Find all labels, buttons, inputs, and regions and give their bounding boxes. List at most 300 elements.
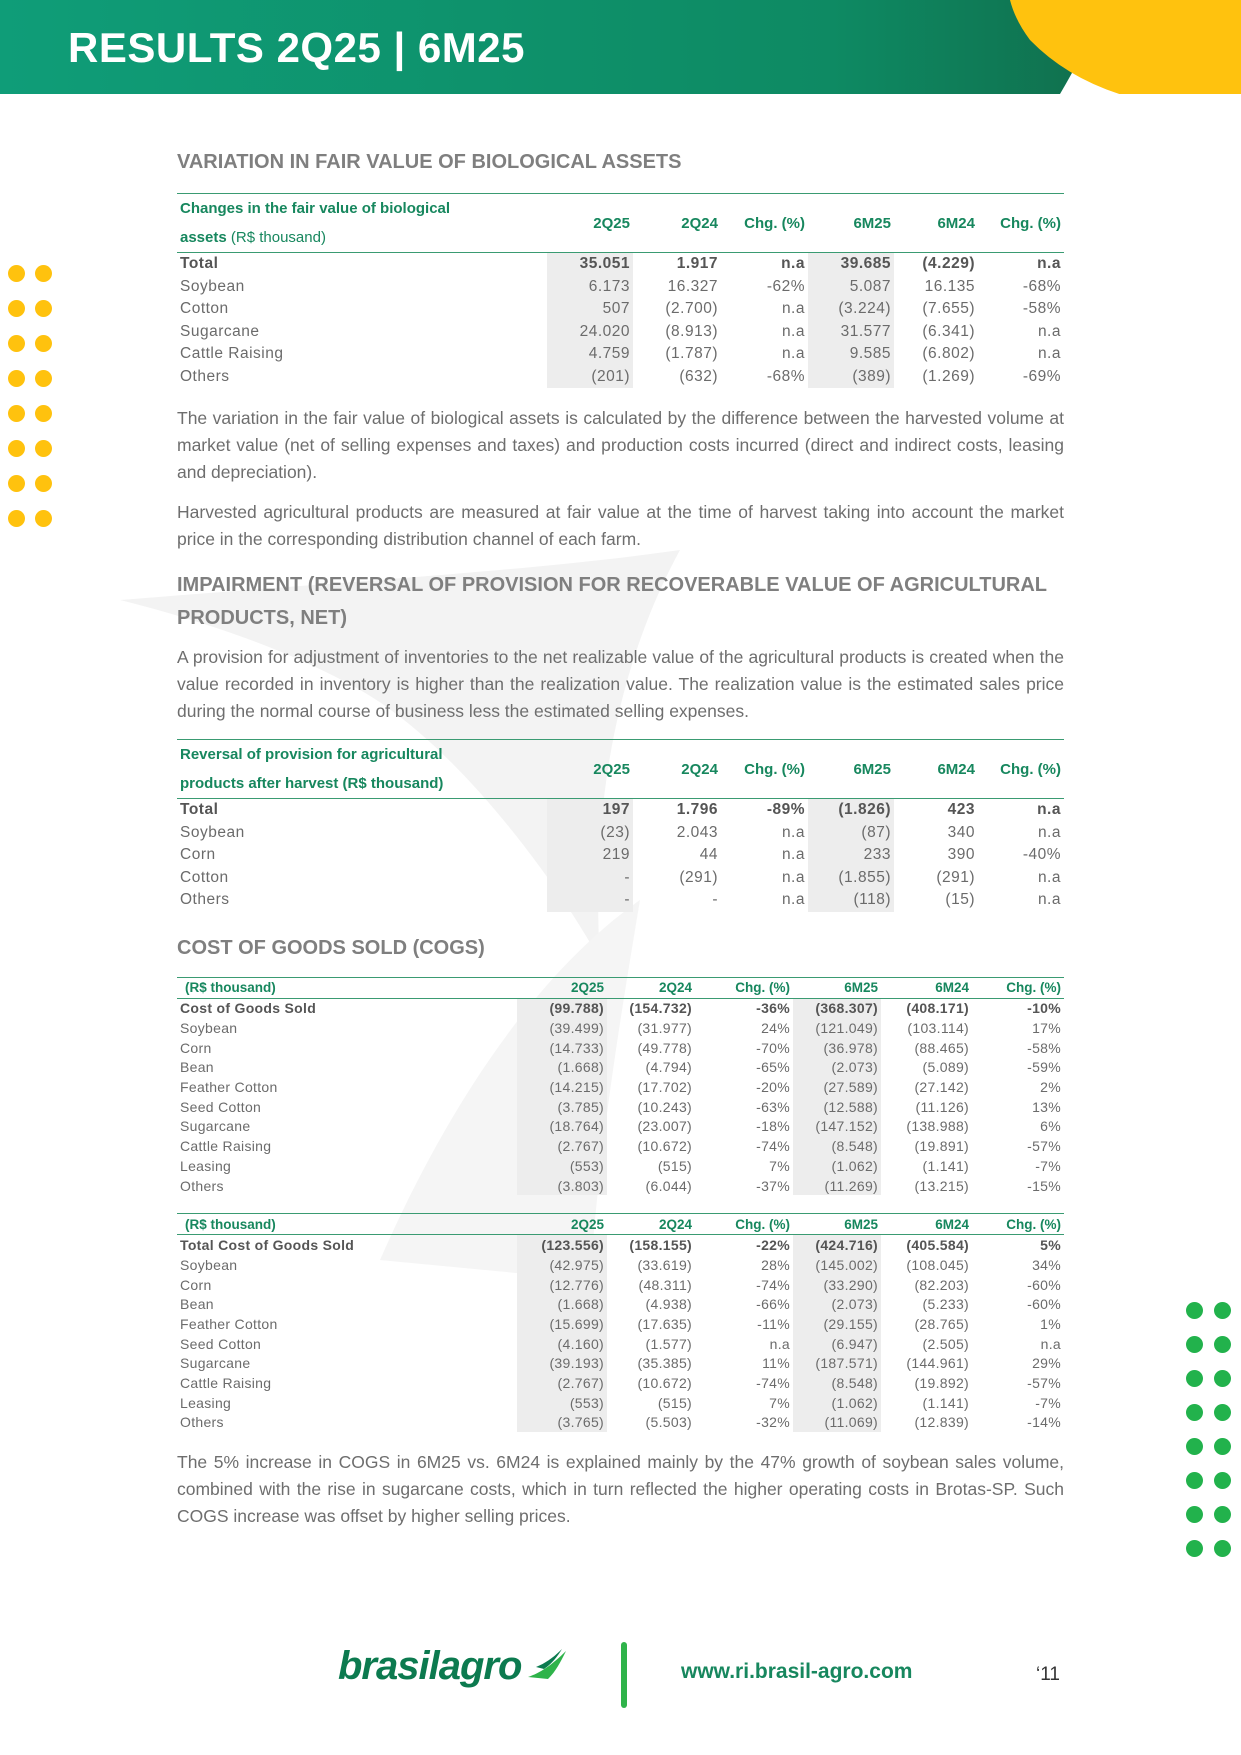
table-cell: 2%	[1040, 1079, 1061, 1096]
table-row	[177, 298, 1064, 321]
column-header: 6M24	[937, 760, 975, 778]
table-cell: (12.839)	[914, 1414, 969, 1431]
table-row	[177, 822, 1064, 845]
column-header: 6M24	[935, 980, 969, 995]
page-header	[0, 0, 1241, 94]
table-cell: (108.045)	[906, 1256, 969, 1273]
table-cell: (2.700)	[665, 300, 718, 318]
page-number: ‘11	[1036, 1664, 1060, 1685]
table-cell: (4.160)	[517, 1334, 607, 1354]
table-cell: (8.548)	[793, 1373, 881, 1393]
table-cell: n.a	[769, 1335, 790, 1352]
row-label: Total	[180, 255, 219, 273]
table-row	[177, 1275, 1064, 1295]
table-cell: (138.988)	[906, 1118, 969, 1135]
row-label: Cattle Raising	[180, 1138, 272, 1155]
table-cell: n.a	[1037, 801, 1061, 819]
logo-text: brasilagro	[338, 1644, 522, 1688]
table-total-row	[177, 1235, 1064, 1255]
table-cell: (291)	[679, 868, 718, 886]
table-cell: n.a	[1040, 1335, 1061, 1352]
table-row	[177, 1255, 1064, 1275]
table-cell: -40%	[1022, 846, 1061, 864]
row-label: Cattle Raising	[180, 1375, 272, 1392]
table-cell: (1.668)	[517, 1058, 607, 1078]
table-cell: -60%	[1027, 1296, 1061, 1313]
table-cell: -59%	[1027, 1059, 1061, 1076]
column-header: 2Q25	[593, 214, 630, 232]
header-label-unit: (R$ thousand)	[338, 775, 444, 792]
table-cell: (515)	[657, 1157, 692, 1174]
table-cell: (1.062)	[793, 1156, 881, 1176]
table-cell: (515)	[657, 1394, 692, 1411]
section-title-cogs: COST OF GOODS SOLD (COGS)	[177, 936, 485, 959]
table-cell: -68%	[1022, 277, 1061, 295]
table-cell: 17%	[1032, 1020, 1061, 1037]
page-title: RESULTS 2Q25 | 6M25	[68, 24, 525, 71]
table-row	[177, 844, 1064, 867]
table-cell: (35.385)	[637, 1355, 692, 1372]
table-row	[177, 366, 1064, 389]
table-cell: 507	[547, 298, 633, 321]
table-cell: 31.577	[808, 321, 894, 344]
table-cell: 24%	[761, 1020, 790, 1037]
table-cell: 44	[699, 846, 718, 864]
row-label: Total Cost of Goods Sold	[180, 1237, 355, 1254]
row-label: Cattle Raising	[180, 345, 284, 363]
table-cell: (23)	[547, 822, 633, 845]
column-header: 6M24	[937, 214, 975, 232]
table-total-row	[177, 799, 1064, 822]
table-cell: (6.802)	[922, 345, 975, 363]
table-cell: 6%	[1040, 1118, 1061, 1135]
table-header-row	[177, 977, 1064, 998]
table-cell: 11%	[762, 1355, 790, 1372]
table-cell: 219	[547, 844, 633, 867]
table-cell: (87)	[808, 822, 894, 845]
table-header-label	[177, 194, 547, 253]
table-cell: (10.243)	[637, 1098, 692, 1115]
table-cell: 7%	[769, 1394, 790, 1411]
row-label: Soybean	[180, 1020, 238, 1037]
table-cell: -	[547, 867, 633, 890]
table-cell: (31.977)	[637, 1020, 692, 1037]
column-header: 2Q24	[658, 1216, 692, 1232]
table-cell: (368.307)	[793, 998, 881, 1018]
table-cell: n.a	[1037, 823, 1061, 841]
table-row	[177, 1097, 1064, 1117]
table-cell: (553)	[517, 1393, 607, 1413]
header-label-line1: Reversal of provision for agricultural	[180, 746, 443, 763]
row-label: Cotton	[180, 868, 229, 886]
main-content	[177, 146, 1064, 1530]
table-cell: 16.327	[667, 277, 718, 295]
row-label: Sugarcane	[180, 1355, 251, 1372]
brasilagro-logo	[338, 1644, 576, 1689]
table-cell: 35.051	[547, 253, 633, 276]
table-cell: (49.778)	[637, 1039, 692, 1056]
table-cell: n.a	[781, 345, 805, 363]
table-row	[177, 343, 1064, 366]
table-cell: (3.765)	[517, 1413, 607, 1433]
table-cell: (1.577)	[645, 1335, 692, 1352]
header-label-unit: (R$ thousand)	[226, 229, 326, 246]
table-cell: -11%	[757, 1315, 790, 1332]
table-cell: 1.796	[676, 801, 718, 819]
table-cell: (3.803)	[517, 1176, 607, 1196]
table-cell: -68%	[766, 367, 805, 385]
table-cell: -36%	[756, 1000, 790, 1017]
table-cell: (15)	[945, 891, 975, 909]
table-cell: (1.668)	[517, 1294, 607, 1314]
table-cell: (17.702)	[637, 1079, 692, 1096]
row-label: Bean	[180, 1059, 214, 1076]
table-cell: (6.947)	[793, 1334, 881, 1354]
table-row	[177, 276, 1064, 299]
table-row	[177, 1294, 1064, 1314]
table-cell: 1%	[1040, 1315, 1061, 1332]
table-cell: (5.233)	[922, 1296, 969, 1313]
table-cell: (18.764)	[517, 1117, 607, 1137]
section-title-fair-value: VARIATION IN FAIR VALUE OF BIOLOGICAL ASSETS	[177, 151, 682, 173]
table-cell: -37%	[756, 1177, 790, 1194]
table-cell: (4.229)	[922, 255, 975, 273]
impairment-table	[177, 739, 1064, 912]
row-label: Soybean	[180, 1256, 238, 1273]
table-cell: (1.141)	[922, 1394, 969, 1411]
table-cell: (15.699)	[517, 1314, 607, 1334]
table-cell: n.a	[781, 300, 805, 318]
table-cell: n.a	[781, 255, 805, 273]
fair-value-paragraph-2: Harvested agricultural products are measured at fair value at the time of harvest taking into account the market price in the corresponding distribution channel of each farm.	[177, 502, 1064, 549]
row-label: Seed Cotton	[180, 1335, 262, 1352]
table-cell: (123.556)	[517, 1235, 607, 1255]
column-header: (R$ thousand)	[185, 980, 276, 995]
table-row	[177, 867, 1064, 890]
table-cell: 24.020	[547, 321, 633, 344]
table-cell: n.a	[1037, 255, 1061, 273]
table-row	[177, 1156, 1064, 1176]
table-cell: -15%	[1027, 1177, 1061, 1194]
table-cell: 390	[947, 846, 975, 864]
table-cell: (23.007)	[637, 1118, 692, 1135]
table-cell: (13.215)	[914, 1177, 969, 1194]
table-cell: 2.043	[676, 823, 718, 841]
column-header: 2Q25	[570, 1216, 604, 1232]
table-cell: (28.765)	[914, 1315, 969, 1332]
table-cell: -	[712, 891, 718, 909]
table-row	[177, 889, 1064, 912]
table-cell: (27.142)	[914, 1079, 969, 1096]
table-cell: (19.892)	[914, 1375, 969, 1392]
table-cell: 1.917	[676, 255, 718, 273]
table-cell: -69%	[1022, 367, 1061, 385]
table-cell: (424.716)	[793, 1235, 881, 1255]
total-cogs-table	[177, 1213, 1064, 1432]
table-cell: (158.155)	[629, 1237, 692, 1254]
table-cell: -7%	[1035, 1157, 1061, 1174]
table-cell: -57%	[1027, 1375, 1061, 1392]
table-cell: -57%	[1027, 1138, 1061, 1155]
table-cell: -7%	[1035, 1394, 1061, 1411]
impairment-paragraph: A provision for adjustment of inventories to the net realizable value of the agricultural products is created when the value recorded in inventory is higher than the realization value. The realization value is the estimated sales price during the normal course of business less the estimated selling expenses.	[177, 647, 1064, 721]
table-cell: 29%	[1032, 1355, 1061, 1372]
table-cell: (408.171)	[906, 1000, 969, 1017]
table-cell: -74%	[756, 1276, 790, 1293]
table-cell: (29.155)	[793, 1314, 881, 1334]
table-cell: -14%	[1027, 1414, 1061, 1431]
table-cell: n.a	[781, 846, 805, 864]
table-total-row	[177, 253, 1064, 276]
cogs-paragraph: The 5% increase in COGS in 6M25 vs. 6M24 is explained mainly by the 47% growth of soybean sales volume, combined with the rise in sugarcane costs, which in turn reflected the higher operating costs in Brotas-SP. Such COGS increase was offset by higher selling prices.	[177, 1452, 1064, 1527]
table-cell: 5.087	[808, 276, 894, 299]
column-header: Chg. (%)	[744, 760, 805, 778]
table-cell: (121.049)	[793, 1018, 881, 1038]
table-cell: (3.224)	[808, 298, 894, 321]
table-cell: (11.126)	[915, 1098, 969, 1115]
table-cell: 39.685	[808, 253, 894, 276]
footer-divider	[621, 1642, 627, 1708]
table-cell: (6.341)	[922, 322, 975, 340]
table-cell: (33.619)	[637, 1256, 692, 1273]
column-header: 6M25	[844, 980, 878, 995]
table-cell: (154.732)	[629, 1000, 692, 1017]
column-header: Chg. (%)	[1000, 214, 1061, 232]
table-cell: (10.672)	[637, 1138, 692, 1155]
table-cell: -62%	[766, 277, 805, 295]
footer-website-link[interactable]: www.ri.brasil-agro.com	[681, 1660, 913, 1683]
table-cell: (88.465)	[914, 1039, 969, 1056]
table-cell: -74%	[756, 1375, 790, 1392]
table-row	[177, 1354, 1064, 1374]
table-cell: 423	[947, 801, 975, 819]
table-cell: (99.788)	[517, 998, 607, 1018]
table-cell: 233	[808, 844, 894, 867]
row-label: Corn	[180, 846, 216, 864]
column-header: 6M25	[853, 760, 891, 778]
fair-value-table	[177, 193, 1064, 388]
row-label: Cost of Goods Sold	[180, 1000, 317, 1017]
table-cell: 9.585	[808, 343, 894, 366]
table-cell: (1.826)	[808, 799, 894, 822]
row-label: Feather Cotton	[180, 1315, 278, 1332]
table-cell: (8.913)	[665, 322, 718, 340]
table-row	[177, 321, 1064, 344]
cogs-table	[177, 977, 1064, 1196]
table-row	[177, 1077, 1064, 1097]
table-cell: -18%	[756, 1118, 790, 1135]
table-cell: 340	[947, 823, 975, 841]
table-row	[177, 1176, 1064, 1196]
fair-value-paragraph-1: The variation in the fair value of biological assets is calculated by the difference between the harvested volume at market value (net of selling expenses and taxes) and production costs incurred (direct and indirect costs, leasing and depreciation).	[177, 408, 1064, 482]
table-row	[177, 1373, 1064, 1393]
table-cell: n.a	[1037, 322, 1061, 340]
column-header: 6M24	[935, 1216, 969, 1232]
table-cell: -20%	[756, 1079, 790, 1096]
table-cell: 7%	[769, 1157, 790, 1174]
row-label: Cotton	[180, 300, 229, 318]
row-label: Sugarcane	[180, 1118, 251, 1135]
table-cell: (42.975)	[517, 1255, 607, 1275]
column-header: Chg. (%)	[744, 214, 805, 232]
row-label: Soybean	[180, 823, 245, 841]
table-cell: 34%	[1032, 1256, 1061, 1273]
column-header: 2Q24	[658, 980, 692, 995]
table-cell: -65%	[756, 1059, 790, 1076]
table-cell: 6.173	[547, 276, 633, 299]
table-cell: (187.571)	[793, 1354, 881, 1374]
table-cell: (145.002)	[793, 1255, 881, 1275]
header-label-line1: Changes in the fair value of biological	[180, 200, 451, 217]
table-cell: n.a	[1037, 891, 1061, 909]
table-row	[177, 1136, 1064, 1156]
table-cell: n.a	[781, 891, 805, 909]
table-cell: (632)	[679, 367, 718, 385]
table-cell: -32%	[756, 1414, 790, 1431]
row-label: Corn	[180, 1039, 212, 1056]
table-cell: (11.069)	[793, 1413, 881, 1433]
table-cell: (48.311)	[638, 1276, 692, 1293]
row-label: Others	[180, 1414, 224, 1431]
table-cell: (3.785)	[517, 1097, 607, 1117]
table-cell: (2.767)	[517, 1373, 607, 1393]
table-cell: (11.269)	[793, 1176, 881, 1196]
table-cell: (118)	[808, 889, 894, 912]
table-cell: (4.794)	[645, 1059, 692, 1076]
table-cell: -	[547, 889, 633, 912]
column-header: Chg. (%)	[735, 1216, 790, 1232]
table-row	[177, 1058, 1064, 1078]
table-cell: -66%	[756, 1296, 790, 1313]
table-total-row	[177, 998, 1064, 1018]
column-header: 2Q24	[681, 760, 718, 778]
column-header: Chg. (%)	[1000, 760, 1061, 778]
table-row	[177, 1393, 1064, 1413]
table-cell: (147.152)	[793, 1117, 881, 1137]
table-cell: (12.776)	[517, 1275, 607, 1295]
row-label: Leasing	[180, 1394, 232, 1411]
table-cell: (6.044)	[645, 1177, 692, 1194]
table-cell: (389)	[808, 366, 894, 389]
row-label: Corn	[180, 1276, 212, 1293]
table-cell: n.a	[781, 868, 805, 886]
table-cell: (14.733)	[517, 1038, 607, 1058]
row-label: Feather Cotton	[180, 1079, 278, 1096]
table-cell: (5.503)	[645, 1414, 692, 1431]
table-cell: (39.193)	[517, 1354, 607, 1374]
table-cell: (2.767)	[517, 1136, 607, 1156]
table-cell: (8.548)	[793, 1136, 881, 1156]
table-cell: (2.073)	[793, 1294, 881, 1314]
table-cell: -89%	[766, 801, 805, 819]
table-cell: (1.855)	[808, 867, 894, 890]
row-label: Leasing	[180, 1157, 232, 1174]
column-header: 2Q25	[570, 980, 604, 995]
table-cell: (4.938)	[645, 1296, 692, 1313]
row-label: Others	[180, 891, 230, 909]
table-cell: 13%	[1032, 1098, 1061, 1115]
table-cell: (1.787)	[665, 345, 718, 363]
table-cell: (36.978)	[793, 1038, 881, 1058]
column-header: 6M25	[853, 214, 891, 232]
table-cell: n.a	[781, 322, 805, 340]
table-cell: -22%	[756, 1237, 790, 1254]
column-header: 2Q24	[681, 214, 718, 232]
table-cell: (14.215)	[517, 1077, 607, 1097]
table-cell: (1.062)	[793, 1393, 881, 1413]
table-cell: (144.961)	[906, 1355, 969, 1372]
table-cell: -10%	[1027, 1000, 1061, 1017]
table-cell: (10.672)	[637, 1375, 692, 1392]
table-cell: 28%	[761, 1256, 790, 1273]
row-label: Sugarcane	[180, 322, 260, 340]
table-cell: n.a	[781, 823, 805, 841]
section-title-impairment: IMPAIRMENT (REVERSAL OF PROVISION FOR RECOVERABLE VALUE OF AGRICULTURAL PRODUCTS, NET)	[177, 574, 1047, 629]
table-cell: 4.759	[547, 343, 633, 366]
table-cell: n.a	[1037, 345, 1061, 363]
header-label-line2: products after harvest	[180, 775, 339, 792]
header-label-line2: assets	[180, 229, 227, 246]
row-label: Seed Cotton	[180, 1098, 262, 1115]
table-cell: -58%	[1027, 1039, 1061, 1056]
column-header: (R$ thousand)	[185, 1216, 276, 1232]
table-cell: (12.588)	[793, 1097, 881, 1117]
column-header: Chg. (%)	[1006, 1216, 1061, 1232]
row-label: Bean	[180, 1296, 214, 1313]
table-cell: -70%	[756, 1039, 790, 1056]
column-header: Chg. (%)	[1006, 980, 1061, 995]
table-cell: (405.584)	[906, 1237, 969, 1254]
table-cell: (103.114)	[907, 1020, 969, 1037]
table-cell: (291)	[936, 868, 975, 886]
table-cell: (27.589)	[793, 1077, 881, 1097]
row-label: Others	[180, 367, 230, 385]
table-cell: (17.635)	[637, 1315, 692, 1332]
table-cell: (2.505)	[922, 1335, 969, 1352]
table-cell: (201)	[547, 366, 633, 389]
table-cell: (19.891)	[914, 1138, 969, 1155]
row-label: Others	[180, 1177, 224, 1194]
table-cell: -58%	[1022, 300, 1061, 318]
table-cell: (1.269)	[922, 367, 975, 385]
table-cell: (33.290)	[793, 1275, 881, 1295]
table-cell: 5%	[1040, 1237, 1061, 1254]
column-header: 6M25	[844, 1216, 878, 1232]
table-cell: (1.141)	[922, 1157, 969, 1174]
table-cell: (7.655)	[922, 300, 975, 318]
table-cell: 197	[547, 799, 633, 822]
row-label: Total	[180, 801, 219, 819]
table-cell: (82.203)	[914, 1276, 969, 1293]
table-header-row	[177, 1214, 1064, 1235]
column-header: Chg. (%)	[735, 980, 790, 995]
table-cell: (553)	[517, 1156, 607, 1176]
table-row	[177, 1413, 1064, 1433]
table-row	[177, 1314, 1064, 1334]
table-header-label	[177, 740, 547, 799]
table-cell: (2.073)	[793, 1058, 881, 1078]
table-cell: -60%	[1027, 1276, 1061, 1293]
table-cell: 16.135	[924, 277, 975, 295]
table-cell: (5.089)	[922, 1059, 969, 1076]
table-cell: -74%	[756, 1138, 790, 1155]
column-header: 2Q25	[593, 760, 630, 778]
table-row	[177, 1038, 1064, 1058]
table-row	[177, 1018, 1064, 1038]
table-cell: n.a	[1037, 868, 1061, 886]
table-cell: (39.499)	[517, 1018, 607, 1038]
table-cell: -63%	[756, 1098, 790, 1115]
